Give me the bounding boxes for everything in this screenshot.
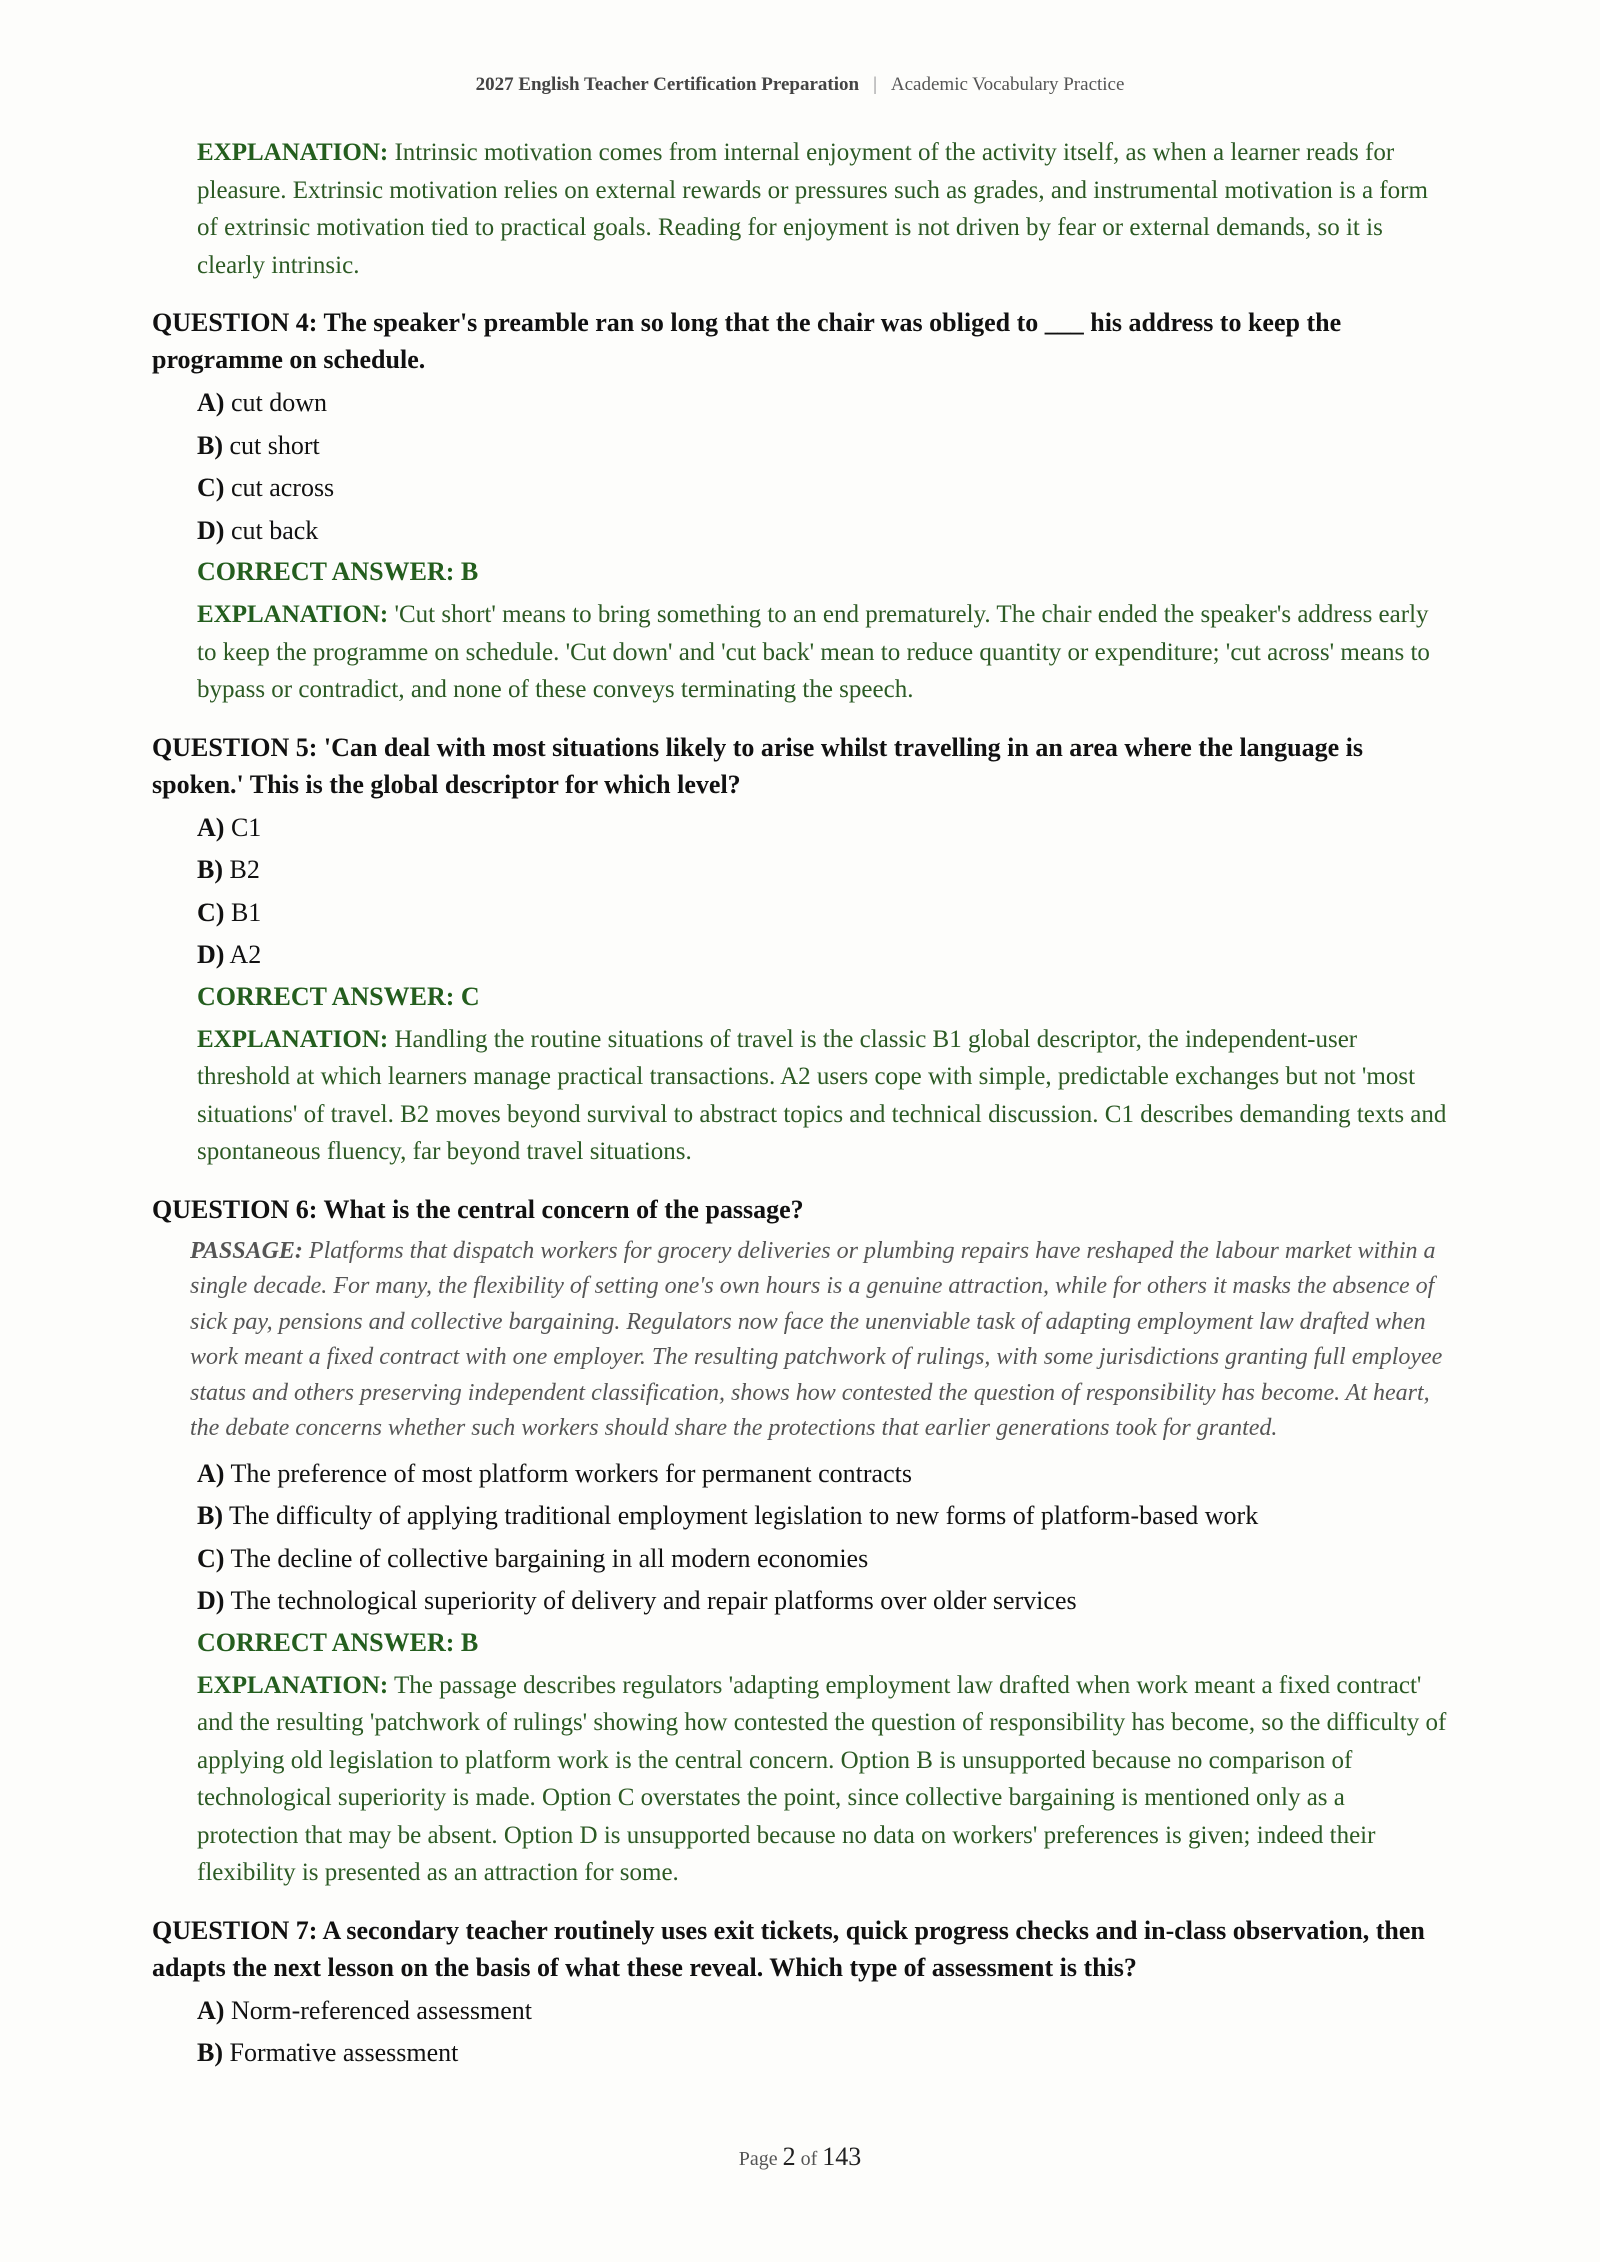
question-label: QUESTION 7: xyxy=(152,1915,318,1945)
question-7 xyxy=(152,1912,1448,1986)
option-letter: B) xyxy=(197,1501,223,1530)
option-letter: D) xyxy=(197,1586,225,1615)
option-text: cut down xyxy=(230,388,327,417)
of-word: of xyxy=(800,2148,818,2170)
total-pages: 143 xyxy=(822,2142,862,2171)
option-letter: B) xyxy=(197,430,223,460)
explanation-text: The passage describes regulators 'adapting employment law drafted when work meant a fixed contract' and the resulting 'patchwork of rulings' showing how contested the question of responsibility has become, so the difficulty of applying old legislation to platform work is the central concern. Option B is unsupported because no comparison of technological superiority is made. Option C overstates the point, since collective bargaining is mentioned only as a protection that may be absent. Option D is unsupported because no data on workers' preferences is given; indeed their flexibility is presented as an attraction for some. xyxy=(197,1671,1447,1886)
option-text: cut back xyxy=(230,515,319,545)
option-a xyxy=(197,1453,1448,1496)
explanation-label: EXPLANATION: xyxy=(197,1671,389,1699)
options-q4 xyxy=(197,382,1448,552)
header-separator: | xyxy=(873,74,877,95)
explanation-q6 xyxy=(197,1667,1448,1892)
explanation-q5 xyxy=(197,1021,1448,1171)
explanation-label: EXPLANATION: xyxy=(197,601,389,628)
option-b xyxy=(197,849,1448,892)
question-label: QUESTION 4: xyxy=(152,308,318,337)
question-text: What is the central concern of the passage? xyxy=(323,1194,804,1224)
option-text: A2 xyxy=(229,940,262,969)
option-c xyxy=(197,1538,1448,1581)
option-d xyxy=(197,510,1448,553)
explanation-text: Handling the routine situations of travel is the classic B1 global descriptor, the independent-user threshold at which learners manage practical transactions. A2 users cope with simple, predictable exchanges but not 'most situations' of travel. B2 moves beyond survival to abstract topics and technical discussion. C1 describes demanding texts and spontaneous fluency, far beyond travel situations. xyxy=(197,1025,1447,1165)
question-text: The speaker's preamble ran so long that the chair was obliged to ___ his address to keep the programme on schedule. xyxy=(152,308,1342,374)
option-text: cut across xyxy=(230,473,335,502)
page-content xyxy=(152,134,1448,2075)
option-b xyxy=(197,2032,1448,2075)
option-a xyxy=(197,1990,1448,2033)
explanation-q3 xyxy=(197,134,1448,284)
option-text: C1 xyxy=(230,812,262,842)
header-subtitle: Academic Vocabulary Practice xyxy=(890,74,1125,95)
option-text: The difficulty of applying traditional employment legislation to new forms of platform-based work xyxy=(229,1501,1259,1530)
option-letter: B) xyxy=(197,855,223,884)
correct-answer-q5: CORRECT ANSWER: C xyxy=(197,981,480,1011)
option-c xyxy=(197,892,1448,935)
option-letter: A) xyxy=(197,1458,225,1488)
question-6 xyxy=(152,1191,1448,1228)
question-label: QUESTION 6: xyxy=(152,1194,318,1224)
page-header xyxy=(0,74,1600,96)
option-letter: B) xyxy=(197,2038,223,2067)
header-title: 2027 English Teacher Certification Preparation xyxy=(475,74,860,95)
option-text: cut short xyxy=(229,430,320,460)
option-text: B2 xyxy=(229,855,260,884)
option-text: The preference of most platform workers for permanent contracts xyxy=(230,1458,912,1488)
current-page-number: 2 xyxy=(782,2142,796,2171)
question-5 xyxy=(152,729,1448,803)
option-letter: D) xyxy=(197,940,225,969)
passage-text: Platforms that dispatch workers for grocery deliveries or plumbing repairs have reshaped the labour market within a single decade. For many, the flexibility of setting one's own hours is a genuine attraction, while for others it masks the absence of sick pay, pensions and collective bargaining. Regulators now face the unenviable task of adapting employment law drafted when work meant a fixed contract with one employer. The resulting patchwork of rulings, with some jurisdictions granting full employee status and others preserving independent classification, shows how contested the question of responsibility has become. At heart, the debate concerns whether such workers should share the protections that earlier generations took for granted. xyxy=(190,1237,1443,1441)
explanation-q4 xyxy=(197,596,1448,709)
options-q7 xyxy=(197,1990,1448,2075)
option-text: The technological superiority of delivery and repair platforms over older services xyxy=(230,1586,1077,1615)
option-d xyxy=(197,1580,1448,1623)
option-b xyxy=(197,425,1448,468)
question-text: A secondary teacher routinely uses exit tickets, quick progress checks and in-class observation, then adapts the next lesson on the basis of what these reveal. Which type of assessment is this? xyxy=(152,1915,1425,1982)
explanation-label: EXPLANATION: xyxy=(197,1025,389,1053)
option-letter: C) xyxy=(197,1543,225,1573)
options-q5 xyxy=(197,807,1448,977)
option-a xyxy=(197,382,1448,425)
option-letter: C) xyxy=(197,473,225,502)
option-letter: C) xyxy=(197,897,225,927)
option-b xyxy=(197,1495,1448,1538)
option-text: B1 xyxy=(230,897,262,927)
option-letter: A) xyxy=(197,1995,225,2025)
question-4 xyxy=(152,304,1448,378)
passage-label: PASSAGE: xyxy=(190,1237,303,1264)
option-text: Formative assessment xyxy=(229,2038,459,2067)
page-word: Page xyxy=(738,2148,778,2170)
correct-answer-q4: CORRECT ANSWER: B xyxy=(197,557,479,586)
reading-passage xyxy=(190,1234,1448,1447)
question-text: 'Can deal with most situations likely to arise whilst travelling in an area where the language is spoken.' This is the global descriptor for which level? xyxy=(152,732,1363,799)
option-a xyxy=(197,807,1448,850)
explanation-text: 'Cut short' means to bring something to an end prematurely. The chair ended the speaker's address early to keep the programme on schedule. 'Cut down' and 'cut back' mean to reduce quantity or expenditure; 'cut across' means to bypass or contradict, and none of these conveys terminating the speech. xyxy=(197,601,1430,703)
option-d xyxy=(197,934,1448,977)
option-letter: A) xyxy=(197,812,225,842)
option-c xyxy=(197,467,1448,510)
option-text: Norm-referenced assessment xyxy=(230,1995,532,2025)
option-letter: A) xyxy=(197,388,225,417)
option-text: The decline of collective bargaining in all modern economies xyxy=(230,1543,869,1573)
option-letter: D) xyxy=(197,515,225,545)
explanation-label: EXPLANATION: xyxy=(197,139,389,166)
page-footer xyxy=(0,2142,1600,2172)
explanation-text: Intrinsic motivation comes from internal enjoyment of the activity itself, as when a learner reads for pleasure. Extrinsic motivation relies on external rewards or pressures such as grades, and instrumental motivation is a form of extrinsic motivation tied to practical goals. Reading for enjoyment is not driven by fear or external demands, so it is clearly intrinsic. xyxy=(197,139,1428,279)
question-label: QUESTION 5: xyxy=(152,732,318,762)
correct-answer-q6: CORRECT ANSWER: B xyxy=(197,1627,479,1657)
options-q6 xyxy=(197,1453,1448,1623)
